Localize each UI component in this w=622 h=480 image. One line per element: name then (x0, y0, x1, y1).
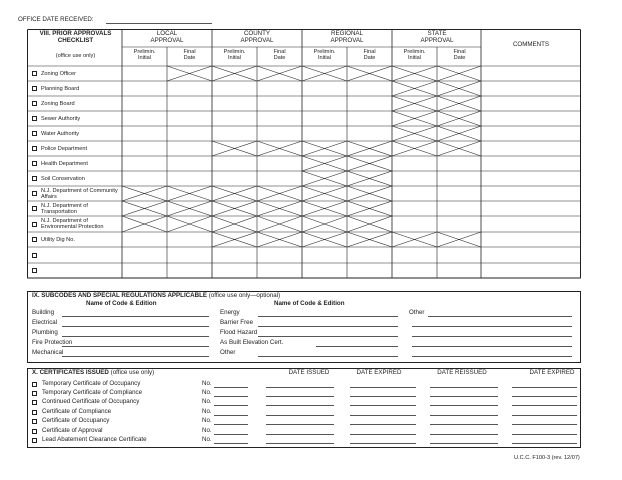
approval-group-2: REGIONAL APPROVAL (330, 30, 364, 44)
certificate-col-header: DATE EXPIRED (356, 369, 402, 376)
subcodes-title-wrap (32, 293, 280, 300)
certificate-date-field[interactable] (350, 415, 416, 416)
sub-header-final: Final Date (273, 49, 286, 62)
subcode-field-middle[interactable] (316, 346, 398, 347)
certificate-date-field[interactable] (266, 443, 334, 444)
approval-row-label: Health Department (41, 160, 88, 167)
sub-header-prelim: Prelimin. Initial (403, 49, 426, 62)
certificate-number-field[interactable] (214, 387, 248, 388)
subcode-field-left[interactable] (62, 336, 209, 337)
approval-row-label: N.J. Department of Community Affairs (41, 187, 118, 200)
subcode-label-left: Plumbing (32, 329, 58, 336)
certificate-number-field[interactable] (214, 443, 248, 444)
certificate-label: Certificate of Compliance (42, 408, 112, 415)
sub-header-prelim: Prelimin. Initial (223, 49, 246, 62)
certificate-date-field[interactable] (266, 396, 334, 397)
certificate-no-label: No. (202, 417, 212, 424)
certificate-date-field[interactable] (512, 443, 577, 444)
approval-row-label: Zoning Officer (41, 70, 77, 77)
certificates-note: (office use only) (110, 369, 155, 376)
subcode-field-middle[interactable] (258, 336, 398, 337)
certificate-col-header: DATE REISSUED (437, 369, 487, 376)
subcode-field-right[interactable] (412, 326, 572, 327)
approval-checkbox[interactable] (32, 237, 37, 242)
form-id: U.C.C. F100-3 (rev. 12/07) (514, 455, 580, 461)
certificate-date-field[interactable] (430, 405, 498, 406)
approval-row-label: Police Department (41, 145, 88, 152)
office-date-label: OFFICE DATE RECEIVED: (18, 16, 94, 23)
comments-header: COMMENTS (512, 41, 550, 48)
certificate-no-label: No. (202, 398, 212, 405)
approval-row-label: Zoning Board (41, 100, 75, 107)
certificates-title-wrap (32, 370, 154, 377)
certificate-date-field[interactable] (512, 424, 577, 425)
certificate-label: Certificate of Approval (42, 427, 103, 434)
certificate-date-field[interactable] (430, 415, 498, 416)
approval-checkbox[interactable] (32, 116, 37, 121)
certificate-label: Certificate of Occupancy (42, 417, 110, 424)
certificate-checkbox[interactable] (32, 438, 37, 443)
approval-row-label: Sewer Authority (41, 115, 81, 122)
certificate-date-field[interactable] (266, 387, 334, 388)
approval-row-label: N.J. Department of Environmental Protection (41, 218, 104, 231)
subcode-field-left[interactable] (62, 326, 209, 327)
approval-checkbox[interactable] (32, 86, 37, 91)
sub-header-final: Final Date (363, 49, 376, 62)
subcode-label-middle: Other (220, 349, 236, 356)
certificate-label: Continued Certificate of Occupancy (42, 398, 140, 405)
approval-checkbox[interactable] (32, 161, 37, 166)
subcode-label-left: Building (32, 309, 55, 316)
prior-approvals-table (27, 29, 581, 281)
certificate-date-field[interactable] (512, 415, 577, 416)
approval-checkbox[interactable] (32, 71, 37, 76)
certificate-date-field[interactable] (266, 415, 334, 416)
certificate-date-field[interactable] (350, 443, 416, 444)
subcode-label-middle: As Built Elevation Cert. (220, 339, 284, 346)
subcode-field-right[interactable] (412, 346, 572, 347)
certificate-date-field[interactable] (266, 424, 334, 425)
certificate-date-field[interactable] (350, 424, 416, 425)
approval-checkbox[interactable] (32, 206, 37, 211)
office-date-field[interactable] (106, 23, 212, 24)
certificate-date-field[interactable] (350, 387, 416, 388)
certificate-date-field[interactable] (350, 405, 416, 406)
certificate-no-label: No. (202, 408, 212, 415)
certificate-date-field[interactable] (350, 396, 416, 397)
subcodes-col-header-left: Name of Code & Edition (86, 300, 157, 307)
approval-group-3: STATE APPROVAL (420, 30, 454, 44)
subcode-label-middle: Flood Hazard (220, 329, 258, 336)
certificate-checkbox[interactable] (32, 391, 37, 396)
sub-header-final: Final Date (453, 49, 466, 62)
certificate-date-field[interactable] (512, 405, 577, 406)
certificate-label: Temporary Certificate of Compliance (42, 389, 143, 396)
approval-checkbox[interactable] (32, 253, 37, 258)
subcode-field-right[interactable] (412, 336, 572, 337)
certificate-date-field[interactable] (512, 434, 577, 435)
subcode-label-left: Fire Protection (32, 339, 73, 346)
sub-header-prelim: Prelimin. Initial (133, 49, 156, 62)
approvals-note: (office use only) (55, 53, 96, 59)
subcodes-title: IX. SUBCODES AND SPECIAL REGULATIONS APPLICABLE (32, 292, 207, 299)
sub-header-final: Final Date (183, 49, 196, 62)
certificate-no-label: No. (202, 427, 212, 434)
subcode-field-right[interactable] (412, 356, 572, 357)
subcode-label-middle: Energy (220, 309, 240, 316)
certificate-checkbox[interactable] (32, 410, 37, 415)
subcode-field-middle[interactable] (258, 326, 398, 327)
subcodes-note: (office use only—optional) (208, 292, 281, 299)
certificate-no-label: No. (202, 389, 212, 396)
certificate-date-field[interactable] (430, 443, 498, 444)
approval-checkbox[interactable] (32, 176, 37, 181)
certificate-date-field[interactable] (350, 434, 416, 435)
certificate-col-header: DATE ISSUED (288, 369, 330, 376)
subcode-field-left[interactable] (62, 356, 209, 357)
sub-header-prelim: Prelimin. Initial (313, 49, 336, 62)
subcode-field-middle[interactable] (258, 356, 398, 357)
certificates-title: X. CERTIFICATES ISSUED (32, 369, 109, 376)
approval-checkbox[interactable] (32, 101, 37, 106)
certificate-date-field[interactable] (512, 396, 577, 397)
subcode-label-left: Electrical (32, 319, 58, 326)
certificate-checkbox[interactable] (32, 382, 37, 387)
certificate-label: Temporary Certificate of Occupancy (42, 380, 141, 387)
certificate-col-header: DATE EXPIRED (529, 369, 575, 376)
certificate-date-field[interactable] (430, 434, 498, 435)
certificate-date-field[interactable] (430, 396, 498, 397)
certificate-date-field[interactable] (430, 387, 498, 388)
certificate-number-field[interactable] (214, 434, 248, 435)
approval-checkbox[interactable] (32, 131, 37, 136)
subcode-field-middle[interactable] (258, 316, 398, 317)
certificate-date-field[interactable] (266, 405, 334, 406)
certificate-no-label: No. (202, 436, 212, 443)
approval-group-1: COUNTY APPROVAL (240, 30, 274, 44)
certificate-date-field[interactable] (266, 434, 334, 435)
approval-checkbox[interactable] (32, 191, 37, 196)
certificate-number-field[interactable] (214, 405, 248, 406)
subcode-field-right[interactable] (428, 316, 572, 317)
subcode-label-right: Other (409, 309, 425, 316)
approvals-title: VIII. PRIOR APPROVALS CHECKLIST (39, 30, 112, 44)
certificate-checkbox[interactable] (32, 429, 37, 434)
certificate-date-field[interactable] (430, 424, 498, 425)
approval-checkbox[interactable] (32, 268, 37, 273)
subcode-field-left[interactable] (62, 346, 209, 347)
subcode-field-left[interactable] (62, 316, 209, 317)
certificate-checkbox[interactable] (32, 400, 37, 405)
subcode-label-middle: Barrier Free (220, 319, 254, 326)
certificate-label: Lead Abatement Clearance Certificate (42, 436, 147, 443)
approval-group-0: LOCAL APPROVAL (150, 30, 184, 44)
approval-row-label: N.J. Department of Transportation (41, 202, 88, 215)
approval-row-label: Utility Dig No. (41, 236, 75, 243)
approval-row-label: Water Authority (41, 130, 80, 137)
approval-row-label: Planning Board (41, 85, 80, 92)
certificate-number-field[interactable] (214, 415, 248, 416)
certificate-checkbox[interactable] (32, 419, 37, 424)
approval-checkbox[interactable] (32, 222, 37, 227)
approval-checkbox[interactable] (32, 146, 37, 151)
approval-row-label: Soil Conservation (41, 175, 85, 182)
certificate-number-field[interactable] (214, 396, 248, 397)
certificate-number-field[interactable] (214, 424, 248, 425)
subcodes-col-header-right: Name of Code & Edition (274, 300, 345, 307)
subcode-label-left: Mechanical (32, 349, 64, 356)
certificate-no-label: No. (202, 380, 212, 387)
certificate-date-field[interactable] (512, 387, 577, 388)
